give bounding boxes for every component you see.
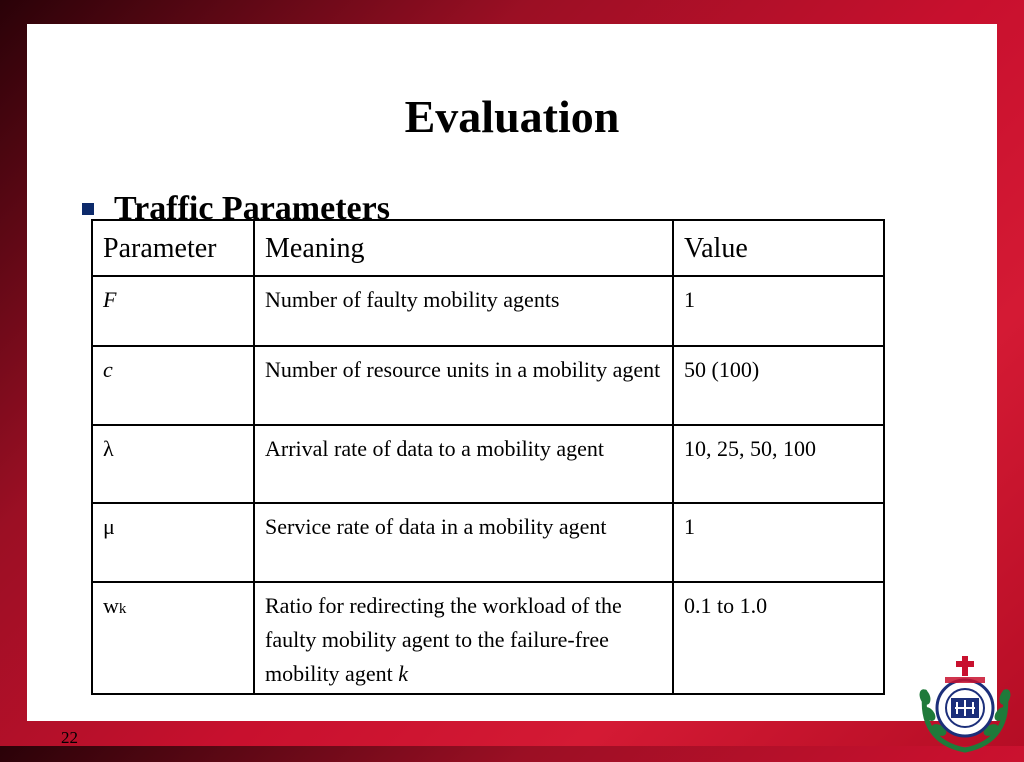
slide	[27, 24, 997, 747]
parameter-symbol: w	[103, 593, 119, 618]
parameter-cell: λ	[92, 425, 254, 503]
meaning-text: Ratio for redirecting the workload of the faulty mobility agent to the failure-free mobility agent	[265, 593, 622, 686]
meaning-cell: Number of faulty mobility agents	[254, 276, 673, 346]
table-header-row	[92, 220, 884, 276]
value-cell: 50 (100)	[673, 346, 884, 425]
header-meaning: Meaning	[254, 220, 673, 276]
slide-title: Evaluation	[404, 91, 620, 142]
page-number: 22	[61, 728, 78, 747]
parameter-cell	[92, 582, 254, 694]
meaning-cell	[254, 582, 673, 694]
meaning-cell: Service rate of data in a mobility agent	[254, 503, 673, 582]
parameters-table	[91, 219, 885, 695]
table-row	[92, 346, 884, 425]
header-parameter: Parameter	[92, 220, 254, 276]
table-row	[92, 503, 884, 582]
parameter-cell: c	[92, 346, 254, 425]
table-row	[92, 425, 884, 503]
value-cell: 0.1 to 1.0	[673, 582, 884, 694]
header-value: Value	[673, 220, 884, 276]
value-cell: 1	[673, 276, 884, 346]
table-row	[92, 582, 884, 694]
parameter-cell: F	[92, 276, 254, 346]
bullet-text: Traffic Parameters	[114, 190, 390, 227]
table-row	[92, 276, 884, 346]
meaning-cell: Arrival rate of data to a mobility agent	[254, 425, 673, 503]
meaning-emphasis: k	[398, 661, 408, 686]
square-bullet-icon	[82, 203, 94, 215]
value-cell: 1	[673, 503, 884, 582]
meaning-cell: Number of resource units in a mobility agent	[254, 346, 673, 425]
parameter-subscript: k	[118, 601, 127, 617]
value-cell: 10, 25, 50, 100	[673, 425, 884, 503]
parameter-cell: μ	[92, 503, 254, 582]
